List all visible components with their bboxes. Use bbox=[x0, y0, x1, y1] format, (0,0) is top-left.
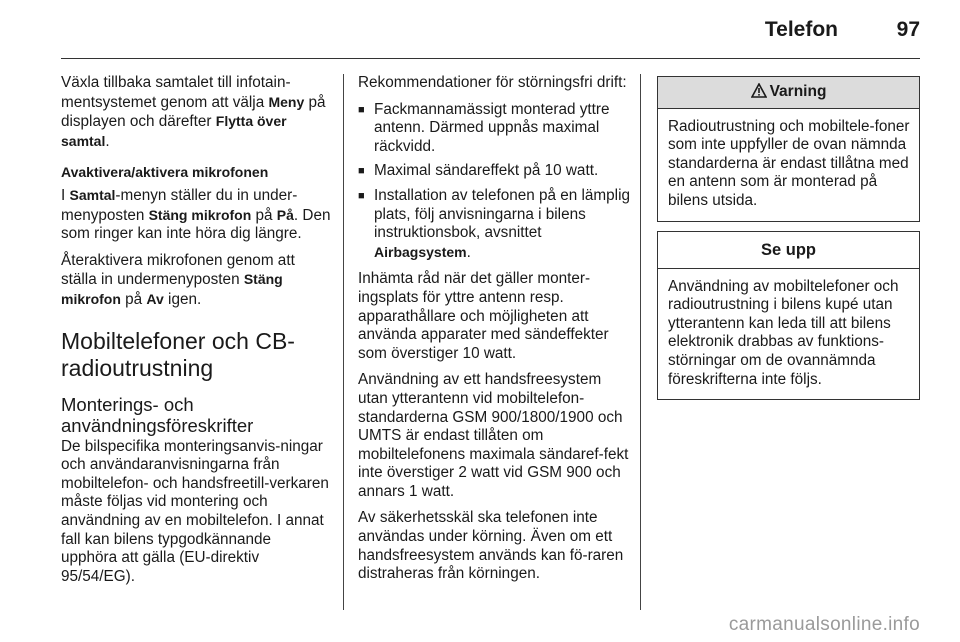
list-item: ■ Fackmannamässigt monterad yttre antenn. Därmed uppnås maximal räckvidd. bbox=[358, 101, 630, 157]
menu-term: Av bbox=[146, 290, 164, 307]
paragraph-unmute bbox=[61, 252, 331, 310]
warning-body: Radioutrustning och mobiltele-foner som inte uppfyller de ovan nämnda standarderna är endast tillåtna med en antenn som är monterad på bilens utsida. bbox=[668, 117, 910, 209]
header-rule bbox=[61, 58, 920, 59]
text: Installation av telefonen på en lämplig plats, följ anvisningarna i bilens instruktionsbok, avsnittet bbox=[374, 186, 630, 242]
recommendations-list bbox=[358, 101, 630, 263]
text: på displayen och därefter bbox=[61, 93, 326, 131]
subheading-microphone: Avaktivera/aktivera mikrofonen bbox=[61, 164, 269, 181]
menu-term: Stäng mikrofon bbox=[61, 271, 283, 307]
watermark: carmanualsonline.info bbox=[728, 614, 920, 635]
page-number: 97 bbox=[896, 18, 920, 41]
text: I bbox=[61, 186, 70, 204]
text: igen. bbox=[163, 290, 202, 308]
paragraph-advice: Inhämta råd när det gäller monter-ingsplats för yttre antenn resp. apparathållare och möjligheten att använda apparater med sändeffekter som överstiger 10 watt. bbox=[358, 270, 609, 362]
warning-box bbox=[657, 76, 920, 222]
subsection-heading: Monterings- och användningsföreskrifter bbox=[61, 393, 254, 436]
column-divider bbox=[640, 74, 641, 610]
menu-term: Samtal bbox=[69, 186, 116, 203]
column-middle bbox=[358, 74, 630, 592]
warning-header bbox=[658, 77, 919, 109]
menu-term: Meny bbox=[268, 93, 305, 110]
chapter-title: Telefon bbox=[764, 18, 838, 41]
menu-term: Flytta över samtal bbox=[61, 113, 287, 149]
caution-body: Användning av mobiltelefoner och radioutrustning i bilens kupé utan ytterantenn kan leda till att bilens elektronik drabbas av funktions-störningar om de ovannämnda föreskrifterna inte följs. bbox=[668, 277, 899, 388]
column-divider bbox=[343, 74, 344, 610]
paragraph-safety: Av säkerhetsskäl ska telefonen inte användas under körning. Även om ett handsfreesystem används kan fö-raren distraheras från körningen. bbox=[358, 509, 624, 583]
text: på bbox=[120, 290, 147, 308]
column-left bbox=[61, 74, 331, 594]
paragraph-transfer-call bbox=[61, 74, 331, 151]
text: Växla tillbaka samtalet till infotain-mentsystemet genom att välja bbox=[61, 74, 291, 111]
list-item bbox=[358, 187, 630, 262]
section-heading: Mobiltelefoner och CB-radioutrustning bbox=[61, 327, 295, 381]
list-item: ■ Maximal sändareffekt på 10 watt. bbox=[358, 162, 630, 181]
section-term: Airbagsystem bbox=[374, 243, 467, 260]
warning-title: Varning bbox=[769, 83, 827, 100]
caution-box bbox=[657, 231, 920, 400]
menu-term: På bbox=[276, 206, 294, 223]
text: . bbox=[466, 243, 471, 261]
text: på bbox=[251, 206, 277, 224]
paragraph-handsfree: Användning av ett handsfreesystem utan ytterantenn vid mobiltelefon-standarderna GSM 900/1800/1900 och UMTS är endast tillåten om mobiltelefonens maximala sändaref-fekt inte överstiger 2 watt vid GSM 900 och annars 1 watt. bbox=[358, 371, 629, 500]
caution-header: Se upp bbox=[658, 232, 919, 269]
paragraph-mute bbox=[61, 186, 331, 244]
warning-triangle-icon bbox=[751, 83, 767, 98]
text: . Den som ringer kan inte höra dig längre. bbox=[61, 206, 331, 243]
text: Återaktivera mikrofonen genom att ställa in undermenyposten bbox=[61, 251, 295, 289]
text: . bbox=[105, 132, 110, 150]
menu-term: Stäng mikrofon bbox=[148, 206, 252, 223]
recommendations-intro: Rekommendationer för störningsfri drift: bbox=[358, 74, 627, 91]
text: -menyn ställer du in under-menyposten bbox=[61, 186, 298, 224]
paragraph-installation: De bilspecifika monteringsanvis-ningar och användaranvisningarna från mobiltelefon- och handsfreetill-verkaren måste följas vid montering och användning av en mobiltelefon. I annat fall kan bilens typgodkännande upphöra att gälla (EU-direktiv 95/54/EG). bbox=[61, 437, 329, 585]
